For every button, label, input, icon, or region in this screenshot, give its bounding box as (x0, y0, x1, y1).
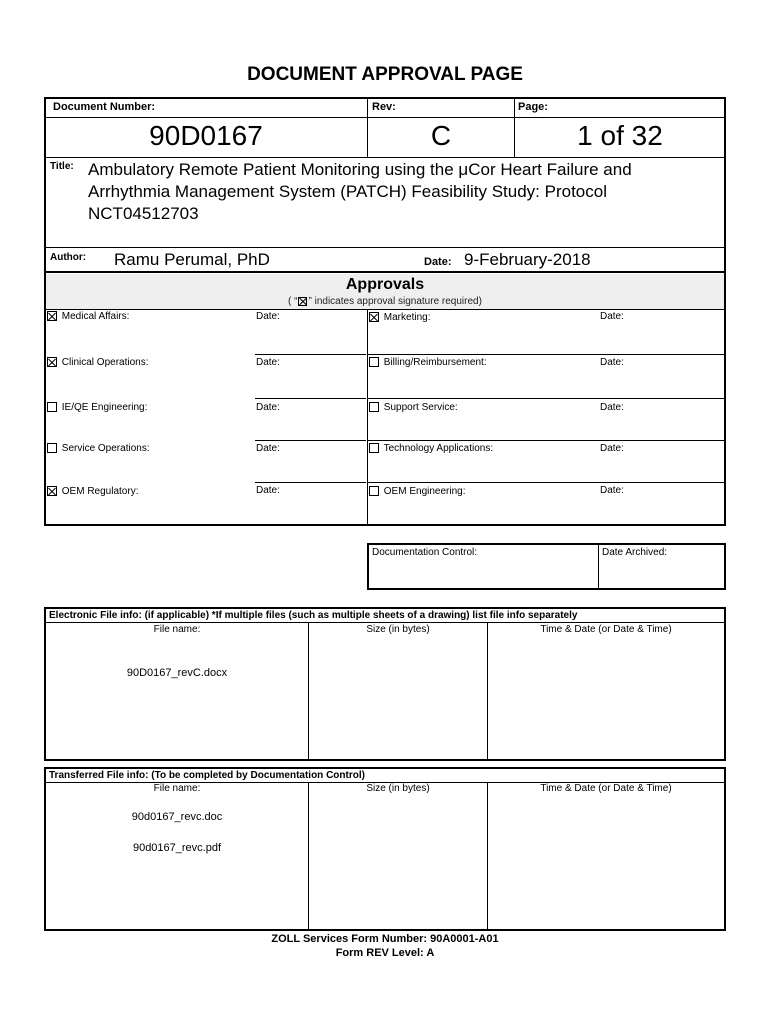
approval-support-service[interactable] (369, 402, 458, 413)
approval-label: Marketing: (383, 312, 431, 323)
author-date: 9-February-2018 (464, 250, 591, 269)
col-size: Size (in bytes) (366, 624, 430, 635)
checkbox-icon[interactable] (369, 402, 379, 412)
date-label: Date: (256, 402, 280, 413)
approval-label: IE/QE Engineering: (61, 402, 148, 413)
approval-medical-affairs[interactable] (47, 311, 129, 322)
date-label: Date: (600, 311, 624, 322)
approvals-heading: Approvals (345, 276, 425, 293)
transferred-file-name: 90d0167_revc.doc (131, 811, 223, 823)
approval-ie-qe-engineering[interactable] (47, 402, 147, 413)
approval-label: OEM Regulatory: (61, 486, 139, 497)
approval-oem-engineering[interactable] (369, 486, 466, 497)
approval-technology-applications[interactable] (369, 443, 493, 454)
form-number: ZOLL Services Form Number: 90A0001-A01 (271, 933, 499, 945)
checked-box-icon[interactable] (369, 312, 379, 322)
form-rev-level: Form REV Level: A (335, 947, 435, 959)
date-label: Date: (256, 443, 280, 454)
approval-label: OEM Engineering: (383, 486, 466, 497)
approval-label: Service Operations: (61, 443, 150, 454)
rev-value: C (430, 120, 452, 151)
date-label: Date: (600, 357, 624, 368)
author-name: Ramu Perumal, PhD (114, 250, 270, 269)
transferred-file-heading: Transferred File info: (To be completed by Documentation Control) (49, 770, 365, 781)
rev-label: Rev: (372, 101, 396, 113)
title-label: Title: (50, 161, 74, 172)
date-label: Date: (256, 357, 280, 368)
transferred-file-name: 90d0167_revc.pdf (132, 842, 222, 854)
page-title: DOCUMENT APPROVAL PAGE (247, 64, 523, 85)
page-value: 1 of 32 (577, 120, 663, 151)
doc-number-value: 90D0167 (149, 120, 263, 151)
col-time-date: Time & Date (or Date & Time) (540, 783, 672, 794)
date-label: Date: (256, 485, 280, 496)
approval-billing-reimbursement[interactable] (369, 357, 487, 368)
author-date-label: Date: (424, 256, 452, 268)
approval-oem-regulatory[interactable] (47, 486, 138, 497)
author-label: Author: (50, 252, 87, 263)
date-label: Date: (600, 402, 624, 413)
document-title: Ambulatory Remote Patient Monitoring using the μCor Heart Failure and Arrhythmia Management System (PATCH) Feasibility Study: Protocol NCT04512703 (88, 160, 632, 223)
page-label: Page: (518, 101, 548, 113)
date-label: Date: (256, 311, 280, 322)
checkbox-icon[interactable] (47, 443, 57, 453)
doc-number-label: Document Number: (53, 101, 156, 113)
checkbox-icon[interactable] (369, 357, 379, 367)
electronic-file-heading: Electronic File info: (if applicable) *If multiple files (such as multiple sheets of a drawing) list file info separately (49, 610, 578, 621)
date-archived-label: Date Archived: (602, 547, 668, 558)
checked-box-icon (298, 297, 307, 306)
checked-box-icon[interactable] (47, 357, 57, 367)
approvals-note-prefix: ( “ (288, 296, 298, 307)
approval-label: Billing/Reimbursement: (383, 357, 487, 368)
approvals-note-suffix: ” indicates approval signature required) (308, 296, 482, 307)
doc-control-label: Documentation Control: (372, 547, 478, 558)
checkbox-icon[interactable] (47, 402, 57, 412)
approval-service-operations[interactable] (47, 443, 150, 454)
col-time-date: Time & Date (or Date & Time) (540, 624, 672, 635)
col-file-name: File name: (153, 624, 201, 635)
checkbox-icon[interactable] (369, 486, 379, 496)
checkbox-icon[interactable] (369, 443, 379, 453)
approval-label: Medical Affairs: (61, 311, 130, 322)
approvals-note (44, 296, 726, 307)
col-file-name: File name: (153, 783, 201, 794)
electronic-file-name: 90D0167_revC.docx (126, 667, 228, 679)
approval-label: Support Service: (383, 402, 458, 413)
checked-box-icon[interactable] (47, 486, 57, 496)
col-size: Size (in bytes) (366, 783, 430, 794)
checked-box-icon[interactable] (47, 311, 57, 321)
approval-marketing[interactable] (369, 312, 430, 323)
date-label: Date: (600, 485, 624, 496)
approval-label: Technology Applications: (383, 443, 494, 454)
date-label: Date: (600, 443, 624, 454)
approval-label: Clinical Operations: (61, 357, 149, 368)
approval-clinical-operations[interactable] (47, 357, 149, 368)
